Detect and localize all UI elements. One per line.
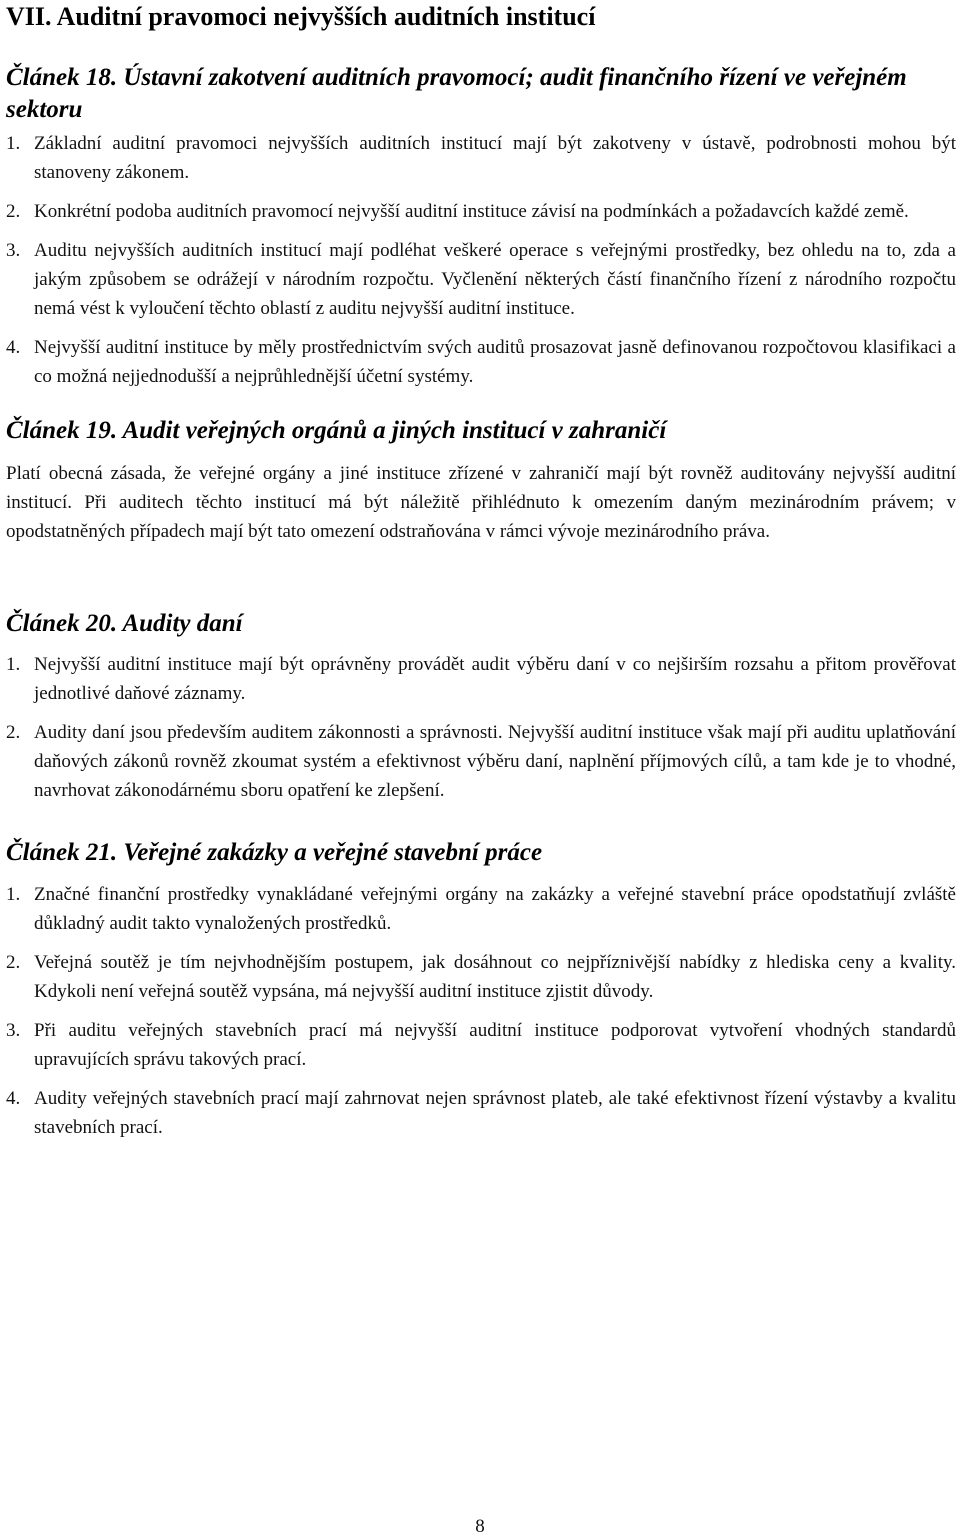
item-text: Při auditu veřejných stavebních prací má nejvyšší auditní instituce podporovat vytvoření vhodných standardů upravujících správu takových prací.: [34, 1020, 956, 1070]
item-number: 1.: [6, 884, 21, 905]
article-19-number: Článek 19.: [6, 417, 118, 444]
article-19-title: Audit veřejných orgánů a jiných institucí v zahraničí: [122, 417, 667, 444]
item-text: Auditu nejvyšších auditních institucí mají podléhat veškeré operace s veřejnými prostředky, bez ohledu na to, zda a jakým způsobem se odrážejí v národním rozpočtu. Vyčlenění některých částí finančního řízení z národního rozpočtu nemá vést k vyloučení těchto oblastí z auditu nejvyšší auditní instituce.: [34, 240, 956, 319]
item-number: 3.: [6, 240, 21, 261]
article-19-body: Platí obecná zásada, že veřejné orgány a jiné instituce zřízené v zahraničí mají být rovněž auditovány nejvyšší auditní institucí. Při auditech těchto institucí má být náležitě přihlédnuto k omezením daným mezinárodním právem; v opodstatněných případech mají být tato omezení odstraňována v rámci vývoje mezinárodního práva.: [6, 463, 956, 542]
article-20-number: Článek 20.: [6, 610, 118, 637]
item-number: 1.: [6, 133, 21, 154]
article-18: [6, 62, 956, 391]
document-page: [6, 0, 956, 1142]
list-item: [6, 197, 956, 226]
article-19: [6, 415, 956, 546]
item-text: Audity daní jsou především auditem zákonnosti a správnosti. Nejvyšší auditní instituce však mají při auditu uplatňování daňových zákonů rovněž zkoumat systém a efektivnost výběru daní, naplnění příjmových cílů, a tam kde je to vhodné, navrhovat zákonodárnému sboru opatření ke zlepšení.: [34, 722, 956, 801]
article-21-title: Veřejné zakázky a veřejné stavební práce: [123, 839, 543, 866]
item-text: Značné finanční prostředky vynakládané veřejnými orgány na zakázky a veřejné stavební práce opodstatňují zvláště důkladný audit takto vynaložených prostředků.: [34, 884, 956, 934]
article-21: [6, 837, 956, 1142]
list-item: [6, 1084, 956, 1142]
article-18-title: Ústavní zakotvení auditních pravomocí; audit finančního řízení ve veřejném sektoru: [6, 64, 907, 123]
item-number: 2.: [6, 952, 21, 973]
item-text: Základní auditní pravomoci nejvyšších auditních institucí mají být zakotveny v ústavě, podrobnosti mohou být stanoveny zákonem.: [34, 133, 956, 183]
item-number: 1.: [6, 654, 21, 675]
list-item: [6, 948, 956, 1006]
article-21-list: [6, 880, 956, 1142]
list-item: [6, 129, 956, 187]
list-item: [6, 236, 956, 323]
item-text: Nejvyšší auditní instituce mají být oprávněny provádět audit výběru daní v co nejširším rozsahu a přitom prověřovat jednotlivé daňové záznamy.: [34, 654, 956, 704]
item-number: 4.: [6, 337, 21, 358]
list-item: [6, 880, 956, 938]
item-text: Nejvyšší auditní instituce by měly prostřednictvím svých auditů prosazovat jasně definovanou rozpočtovou klasifikaci a co možná nejjednodušší a nejprůhlednější účetní systémy.: [34, 337, 956, 387]
article-20: [6, 608, 956, 805]
item-number: 4.: [6, 1088, 21, 1109]
item-number: 2.: [6, 201, 21, 222]
list-item: [6, 1016, 956, 1074]
article-20-list: [6, 650, 956, 805]
item-number: 2.: [6, 722, 21, 743]
item-text: Konkrétní podoba auditních pravomocí nejvyšší auditní instituce závisí na podmínkách a požadavcích každé země.: [34, 201, 909, 222]
list-item: [6, 650, 956, 708]
article-19-heading: [6, 415, 956, 447]
article-21-number: Článek 21.: [6, 839, 118, 866]
page-number: 8: [475, 1516, 485, 1537]
item-text: Audity veřejných stavebních prací mají zahrnovat nejen správnost plateb, ale také efektivnost řízení výstavby a kvalitu stavebních prací.: [34, 1088, 956, 1138]
chapter-title: VII. Auditní pravomoci nejvyšších auditních institucí: [6, 2, 596, 31]
item-text: Veřejná soutěž je tím nejvhodnějším postupem, jak dosáhnout co nejpříznivější nabídky z hlediska ceny a kvality. Kdykoli není veřejná soutěž vypsána, má nejvyšší auditní instituce zjistit důvody.: [34, 952, 956, 1002]
article-18-number: Článek 18.: [6, 64, 118, 91]
article-18-list: [6, 129, 956, 391]
article-18-heading: [6, 62, 956, 126]
article-21-heading: [6, 837, 956, 869]
list-item: [6, 718, 956, 805]
item-number: 3.: [6, 1020, 21, 1041]
list-item: [6, 333, 956, 391]
article-20-heading: [6, 608, 956, 640]
article-20-title: Audity daní: [122, 610, 243, 637]
